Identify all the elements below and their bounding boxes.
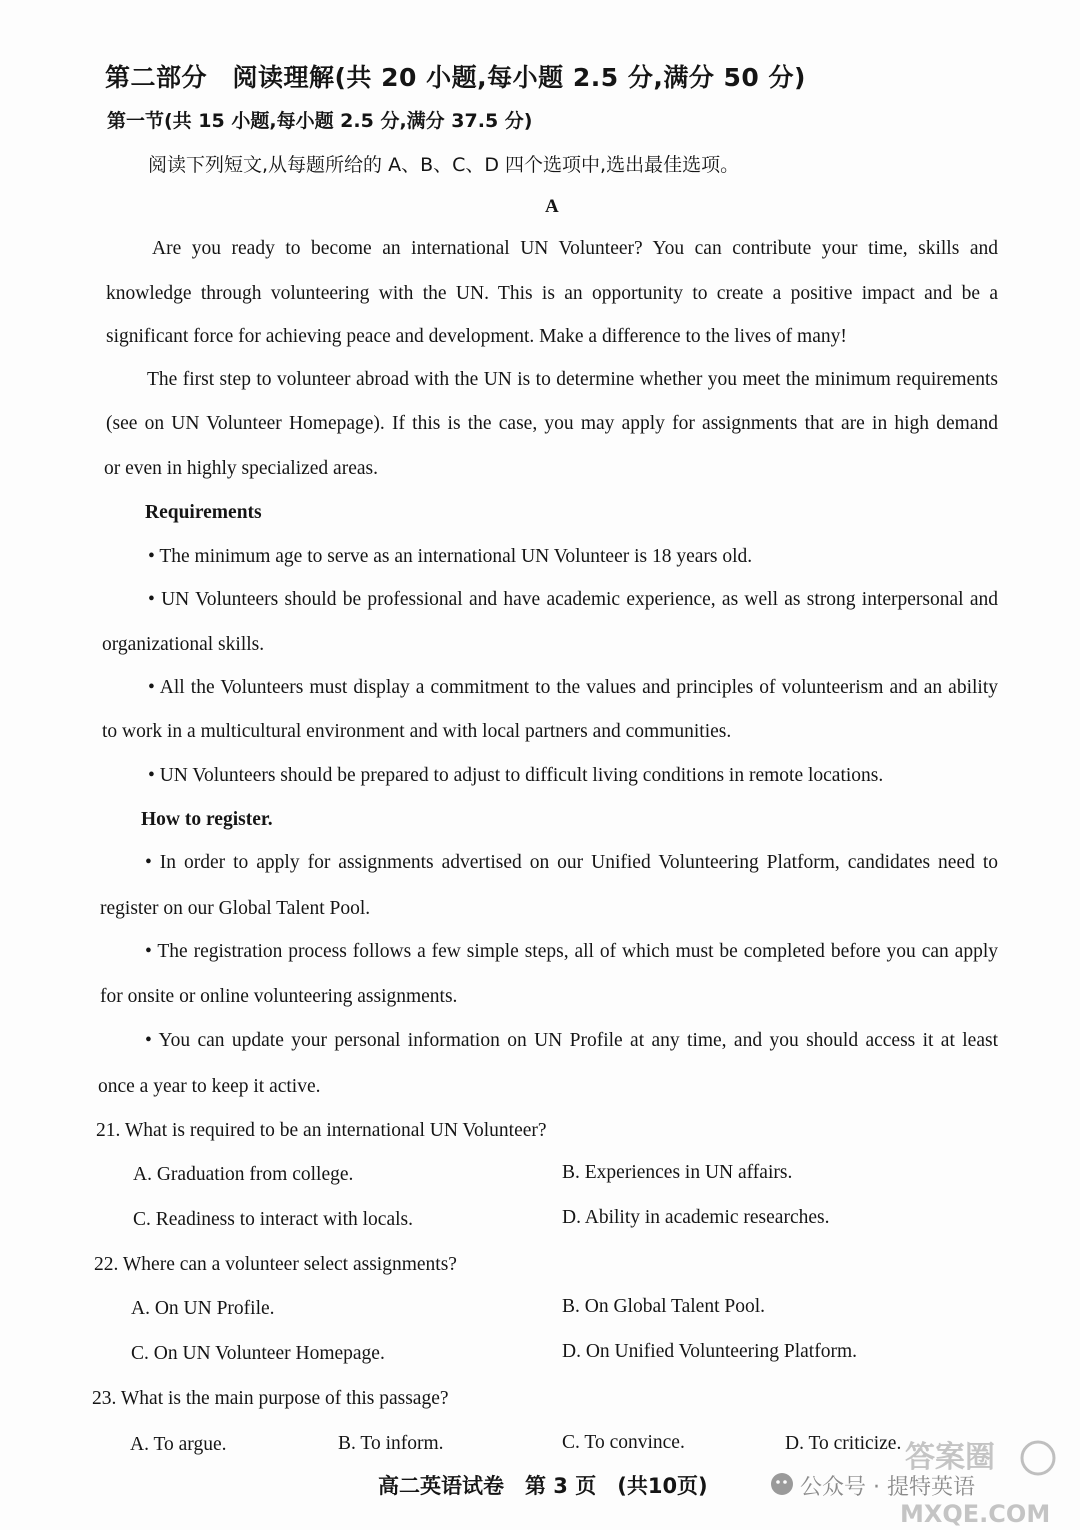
paragraph-1-line-2: knowledge through volunteering with the UN. This is an opportunity to create a positive impact and be a xyxy=(106,283,998,304)
register-2-line-1: • The registration process follows a few simple steps, all of which must be completed before you can apply xyxy=(145,941,998,962)
requirements-heading: Requirements xyxy=(145,502,262,523)
question-23-option-c: C. To convince. xyxy=(562,1432,685,1453)
question-22-option-c: C. On UN Volunteer Homepage. xyxy=(131,1343,385,1364)
question-23-option-b: B. To inform. xyxy=(338,1433,444,1454)
paragraph-2-line-2: (see on UN Volunteer Homepage). If this is the case, you may apply for assignments that are in high demand xyxy=(106,413,998,434)
requirement-3-line-1: • All the Volunteers must display a commitment to the values and principles of volunteerism and an ability xyxy=(148,677,998,698)
section-title: 第一节(共 15 小题,每小题 2.5 分,满分 37.5 分) xyxy=(107,110,533,132)
question-22-option-b: B. On Global Talent Pool. xyxy=(562,1296,766,1317)
page-footer: 高二英语试卷 第 3 页 (共10页) xyxy=(378,1474,708,1498)
watermark-mark: 答案圈 xyxy=(905,1440,995,1475)
watermark-text: 公众号 · 提特英语 xyxy=(800,1475,975,1500)
question-23: 23. What is the main purpose of this passage? xyxy=(92,1388,449,1409)
paragraph-2-line-3: or even in highly specialized areas. xyxy=(104,458,378,479)
requirement-4: • UN Volunteers should be prepared to adjust to difficult living conditions in remote locations. xyxy=(148,765,884,786)
passage-label: A xyxy=(545,196,559,217)
question-21-option-a: A. Graduation from college. xyxy=(133,1164,354,1185)
paragraph-1-line-1: Are you ready to become an international UN Volunteer? You can contribute your time, skills and xyxy=(152,238,998,259)
question-23-option-d: D. To criticize. xyxy=(785,1433,902,1454)
requirement-2-line-2: organizational skills. xyxy=(102,634,265,655)
watermark-url: MXQE.COM xyxy=(900,1500,1051,1528)
question-22-option-d: D. On Unified Volunteering Platform. xyxy=(562,1341,857,1362)
requirement-2-line-1: • UN Volunteers should be professional and have academic experience, as well as strong interpersonal and xyxy=(148,589,998,610)
question-22-option-a: A. On UN Profile. xyxy=(131,1298,275,1319)
part-title: 第二部分 阅读理解(共 20 小题,每小题 2.5 分,满分 50 分) xyxy=(105,63,806,92)
question-21-option-b: B. Experiences in UN affairs. xyxy=(562,1162,793,1183)
instruction: 阅读下列短文,从每题所给的 A、B、C、D 四个选项中,选出最佳选项。 xyxy=(148,154,740,176)
paragraph-2-line-1: The first step to volunteer abroad with the UN is to determine whether you meet the minimum requirements xyxy=(147,369,998,390)
register-3-line-1: • You can update your personal information on UN Profile at any time, and you should access it at least xyxy=(145,1030,998,1051)
question-22: 22. Where can a volunteer select assignments? xyxy=(94,1254,457,1275)
question-21-option-d: D. Ability in academic researches. xyxy=(562,1207,830,1228)
register-3-line-2: once a year to keep it active. xyxy=(98,1076,321,1097)
requirement-1: • The minimum age to serve as an international UN Volunteer is 18 years old. xyxy=(148,546,753,567)
question-21-option-c: C. Readiness to interact with locals. xyxy=(133,1209,413,1230)
wechat-icon xyxy=(771,1473,793,1495)
register-2-line-2: for onsite or online volunteering assignments. xyxy=(100,986,458,1007)
requirement-3-line-2: to work in a multicultural environment and with local partners and communities. xyxy=(102,721,732,742)
paragraph-1-line-3: significant force for achieving peace and development. Make a difference to the lives of many! xyxy=(106,326,847,347)
register-1-line-1: • In order to apply for assignments advertised on our Unified Volunteering Platform, candidates need to xyxy=(145,852,998,873)
register-heading: How to register. xyxy=(141,809,273,830)
question-21: 21. What is required to be an international UN Volunteer? xyxy=(96,1120,547,1141)
question-23-option-a: A. To argue. xyxy=(130,1434,227,1455)
register-1-line-2: register on our Global Talent Pool. xyxy=(100,898,371,919)
